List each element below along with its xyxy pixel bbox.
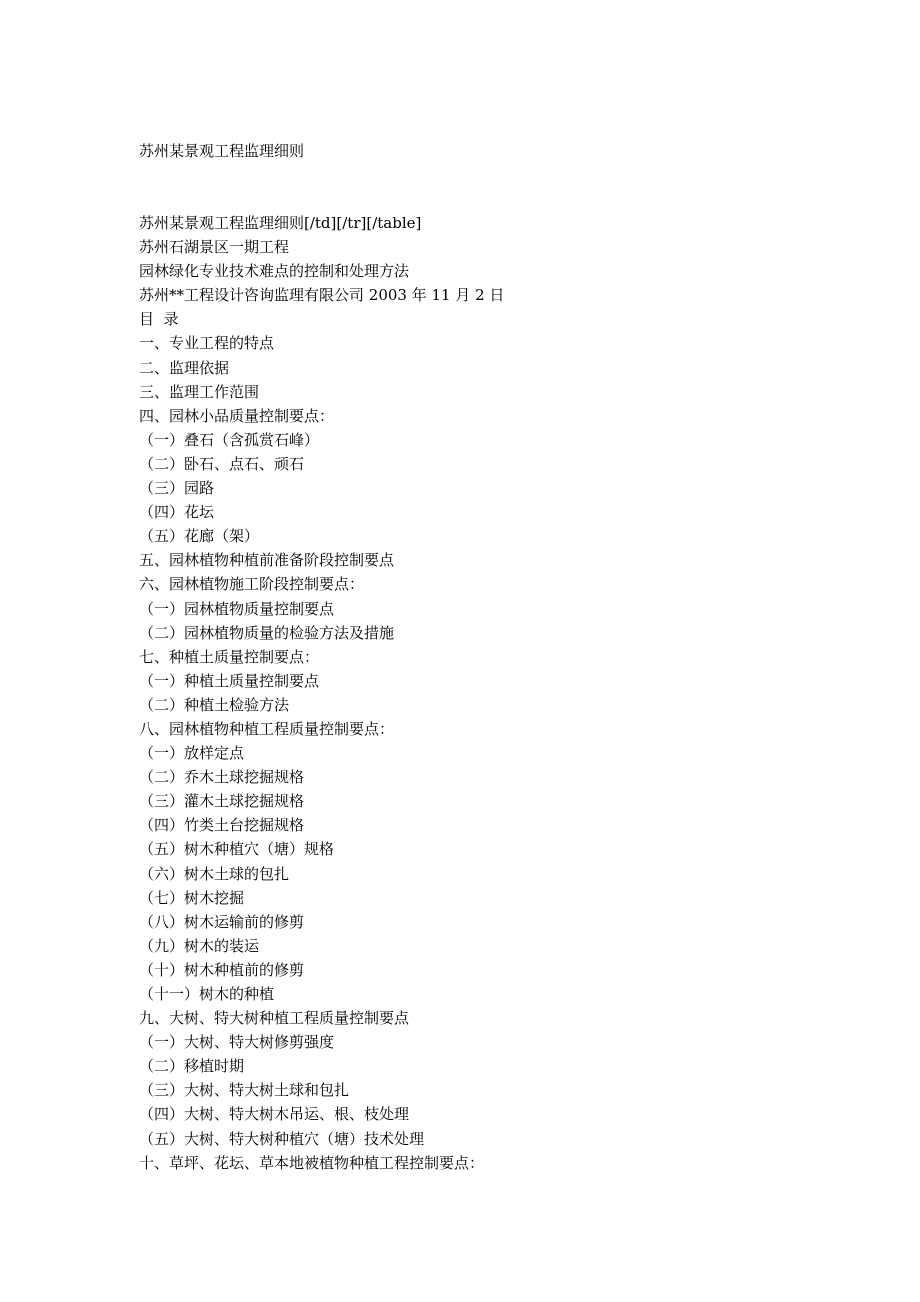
toc-subitem: （一）园林植物质量控制要点 <box>139 599 335 618</box>
toc-subitem: （七）树木挖掘 <box>139 888 245 907</box>
toc-item: 六、园林植物施工阶段控制要点： <box>139 575 365 594</box>
toc-item: 五、园林植物种植前准备阶段控制要点 <box>139 551 395 570</box>
toc-subitem: （一）种植土质量控制要点 <box>139 671 320 690</box>
toc-subitem: （三）大树、特大树土球和包扎 <box>139 1081 350 1100</box>
toc-subitem: （一）大树、特大树修剪强度 <box>139 1033 335 1052</box>
toc-subitem: （三）灌木土球挖掘规格 <box>139 792 305 811</box>
toc-item: 四、园林小品质量控制要点： <box>139 406 335 425</box>
toc-subitem: （二）卧石、点石、顽石 <box>139 454 305 473</box>
toc-subitem: （四）竹类土台挖掘规格 <box>139 816 305 835</box>
toc-item: 九、大树、特大树种植工程质量控制要点 <box>139 1009 410 1028</box>
toc-item: 八、园林植物种植工程质量控制要点： <box>139 719 395 738</box>
toc-subitem: （六）树木土球的包扎 <box>139 864 290 883</box>
toc-subitem: （一）放样定点 <box>139 744 245 763</box>
document-line: 苏州石湖景区一期工程 <box>139 238 290 257</box>
toc-subitem: （二）移植时期 <box>139 1057 245 1076</box>
toc-subitem: （二）乔木土球挖掘规格 <box>139 768 305 787</box>
toc-item: 三、监理工作范围 <box>139 382 260 401</box>
toc-item: 七、种植土质量控制要点： <box>139 647 320 666</box>
toc-subitem: （四）大树、特大树木吊运、根、枝处理 <box>139 1105 410 1124</box>
toc-subitem: （四）花坛 <box>139 503 215 522</box>
toc-subitem: （二）园林植物质量的检验方法及措施 <box>139 623 395 642</box>
toc-subitem: （三）园路 <box>139 479 215 498</box>
document-title: 苏州某景观工程监理细则 <box>139 142 305 160</box>
toc-subitem: （一）叠石（含孤赏石峰） <box>139 430 320 449</box>
document-line: 园林绿化专业技术难点的控制和处理方法 <box>139 262 410 281</box>
toc-subitem: （九）树木的装运 <box>139 936 260 955</box>
toc-subitem: （八）树木运输前的修剪 <box>139 912 305 931</box>
toc-item: 二、监理依据 <box>139 358 230 377</box>
document-line: 苏州某景观工程监理细则[/td][/tr][/table] <box>139 214 422 232</box>
toc-subitem: （二）种植土检验方法 <box>139 695 290 714</box>
document-body <box>139 211 504 1175</box>
toc-subitem: （五）花廊（架） <box>139 527 260 546</box>
toc-item: 十、草坪、花坛、草本地被植物种植工程控制要点： <box>139 1153 485 1172</box>
toc-subitem: （五）大树、特大树种植穴（塘）技术处理 <box>139 1129 425 1148</box>
toc-heading: 目 录 <box>139 310 179 329</box>
toc-subitem: （五）树木种植穴（塘）规格 <box>139 840 335 859</box>
toc-item: 一、专业工程的特点 <box>139 334 275 353</box>
toc-subitem: （十一）树木的种植 <box>139 985 275 1003</box>
toc-subitem: （十）树木种植前的修剪 <box>139 960 305 979</box>
document-line: 苏州**工程设计咨询监理有限公司 2003 年 11 月 2 日 <box>139 286 505 305</box>
